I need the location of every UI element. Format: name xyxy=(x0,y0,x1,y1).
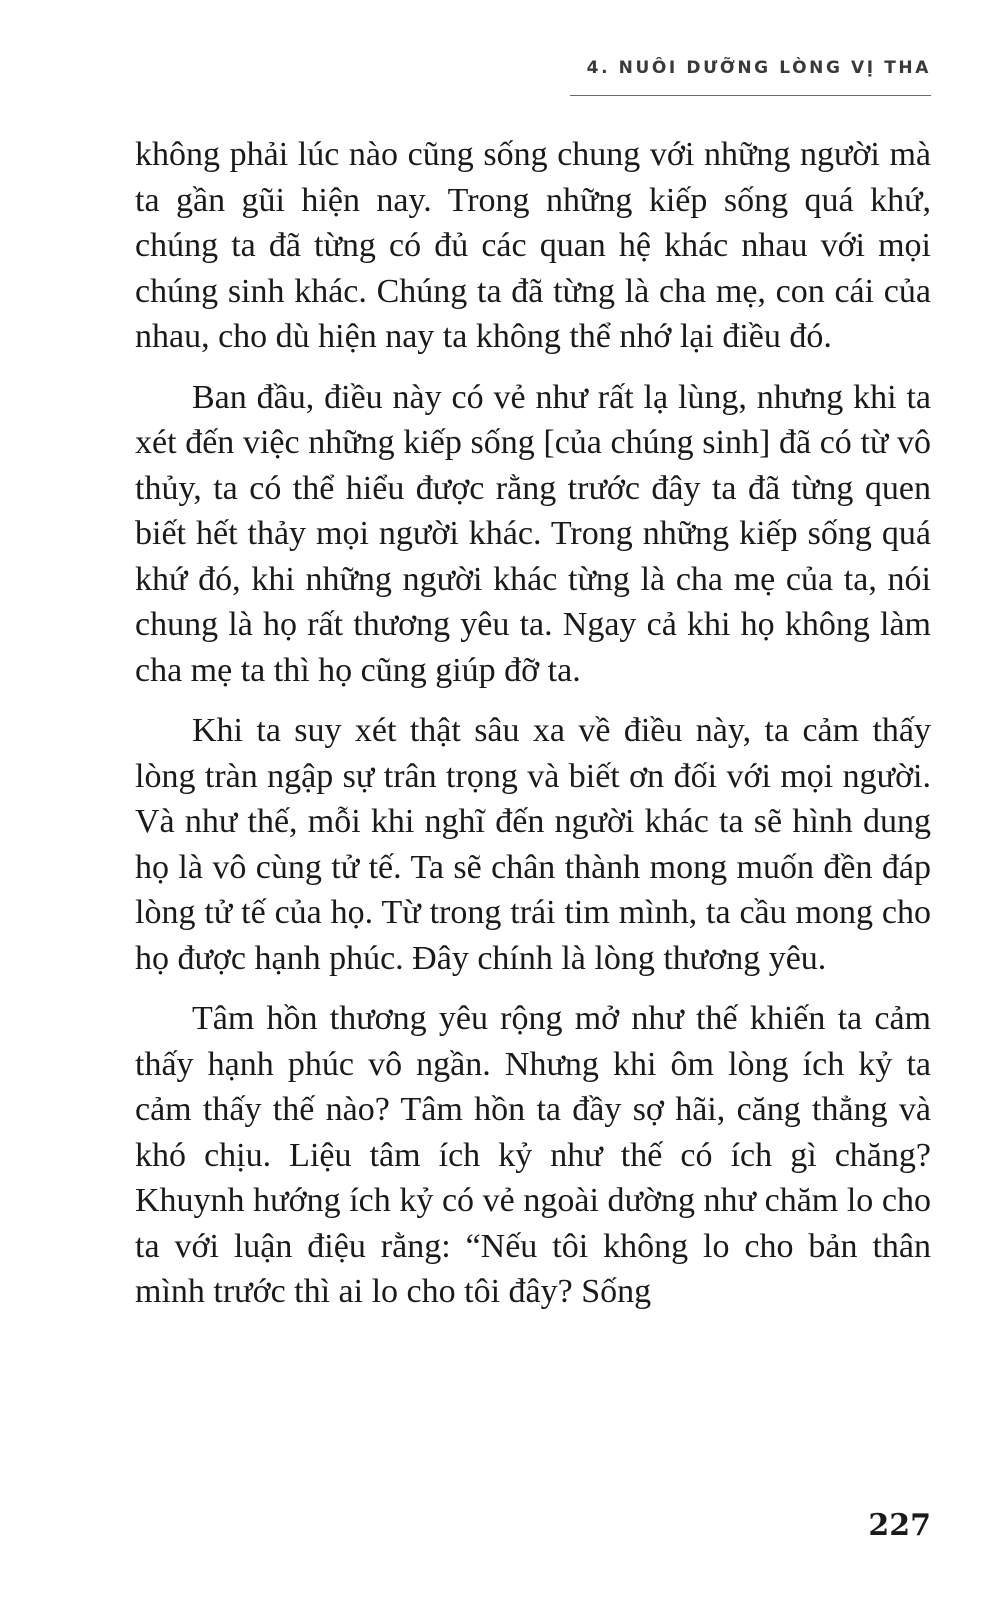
paragraph-1: không phải lúc nào cũng sống chung với những người mà ta gần gũi hiện nay. Trong những kiếp sống quá khứ, chúng ta đã từng có đủ các quan hệ khác nhau với mọi chúng sinh khác. Chúng ta đã từng là cha mẹ, con cái của nhau, cho dù hiện nay ta không thể nhớ lại điều đó. xyxy=(135,136,931,355)
body-text xyxy=(135,132,931,1330)
paragraph-4: Tâm hồn thương yêu rộng mở như thế khiến ta cảm thấy hạnh phúc vô ngần. Nhưng khi ôm lòng ích kỷ ta cảm thấy thế nào? Tâm hồn ta đầy sợ hãi, căng thẳng và khó chịu. Liệu tâm ích kỷ như thế có ích gì chăng? Khuynh hướng ích kỷ có vẻ ngoài dường như chăm lo cho ta với luận điệu rằng: “Nếu tôi không lo cho bản thân mình trước thì ai lo cho tôi đây? Sống xyxy=(135,1000,931,1310)
page-number: 227 xyxy=(868,1508,931,1543)
running-header: 4. NUÔI DƯỠNG LÒNG VỊ THA xyxy=(586,58,931,78)
header-rule xyxy=(570,95,931,96)
paragraph-3: Khi ta suy xét thật sâu xa về điều này, ta cảm thấy lòng tràn ngập sự trân trọng và biết ơn đối với mọi người. Và như thế, mỗi khi nghĩ đến người khác ta sẽ hình dung họ là vô cùng tử tế. Ta sẽ chân thành mong muốn đền đáp lòng tử tế của họ. Từ trong trái tim mình, ta cầu mong cho họ được hạnh phúc. Đây chính là lòng thương yêu. xyxy=(135,712,931,977)
paragraph-2: Ban đầu, điều này có vẻ như rất lạ lùng, nhưng khi ta xét đến việc những kiếp sống [của chúng sinh] đã có từ vô thủy, ta có thể hiểu được rằng trước đây ta đã từng quen biết hết thảy mọi người khác. Trong những kiếp sống quá khứ đó, khi những người khác từng là cha mẹ của ta, nói chung là họ rất thương yêu ta. Ngay cả khi họ không làm cha mẹ ta thì họ cũng giúp đỡ ta. xyxy=(135,378,931,689)
